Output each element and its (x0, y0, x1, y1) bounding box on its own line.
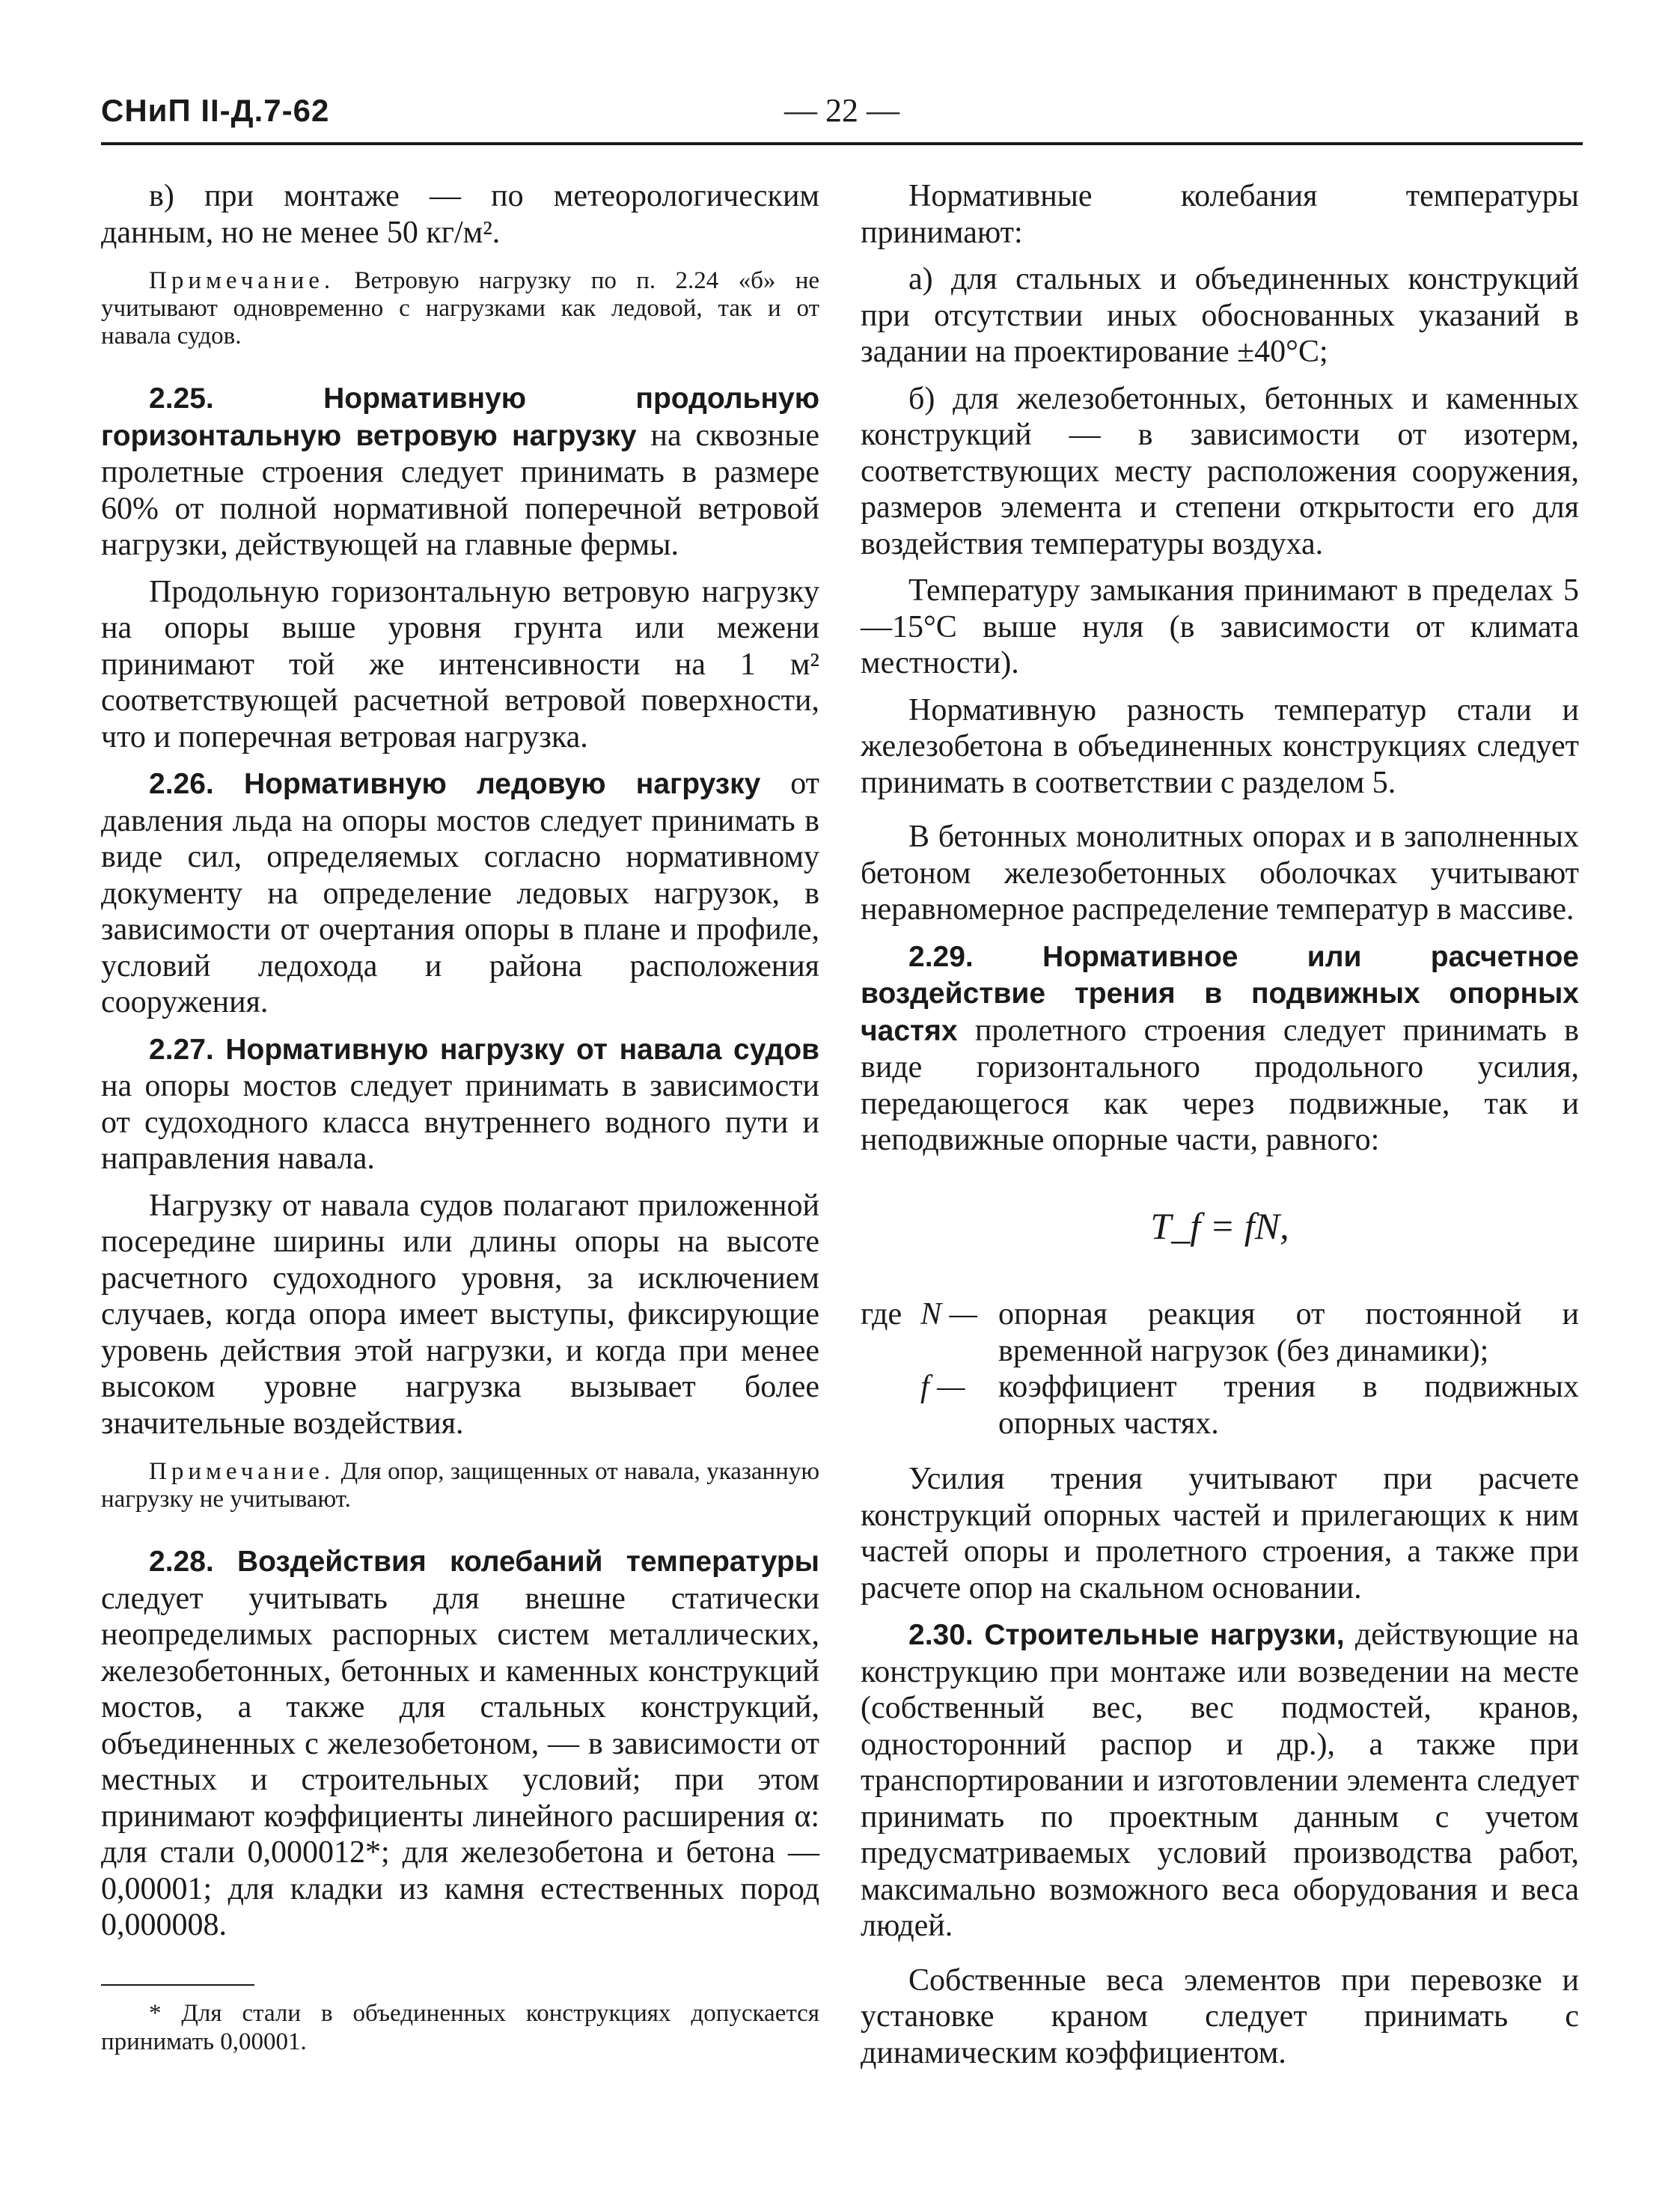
section-title: Нормативную ледовую нагрузку (243, 768, 761, 800)
paragraph: Нормативную разность температур стали и железобетона в объединенных конструкциях следует принимать в соответствии с разделом 5. (861, 692, 1579, 800)
legend-where: где (861, 1297, 902, 1332)
section-2-29: 2.29. Нормативное или расчетное воздействие трения в подвижных опорных частях пролетного строения следует принимать в виде горизонтального продольного усилия, передающегося как через подвижные, так и неподвижные опорные части, равного: (861, 940, 1579, 1157)
paragraph-item-b: б) для железобетонных, бетонных и каменных конструкций — в зависимости от изотерм, соответствующих месту расположения сооружения, размеров элемента и степени открытости его для воздействия температуры воздуха. (861, 381, 1579, 561)
legend-symbol: f — (920, 1370, 965, 1404)
note-text: Для опор, защищенных от навала, указанную нагрузку не учитывают. (101, 1458, 819, 1513)
note-ship-impact (101, 1458, 819, 1513)
paragraph-item-v: в) при монтаже — по метеорологическим данным, но не менее 50 кг/м². (101, 179, 819, 250)
paragraph: Собственные веса элементов при перевозке и установке краном следует принимать с динамическим коэффициентом. (861, 1963, 1579, 2070)
footnote-divider (101, 1984, 254, 1986)
note-text: Ветровую нагрузку по п. 2.24 «б» не учитывают одновременно с нагрузками как ледовой, так и от навала судов. (101, 267, 819, 350)
paragraph: Усилия трения учитывают при расчете конструкций опорных частей и прилегающих к ним частей опоры и пролетного строения, а также при расчете опор на скальном основании. (861, 1462, 1579, 1605)
section-2-25: 2.25. Нормативную продольную горизонтальную ветровую нагрузку на сквозные пролетные строения следует принимать в размере 60% от полной нормативной поперечной ветровой нагрузки, действующей на главные фермы. (101, 382, 819, 562)
note-wind (101, 267, 819, 350)
section-title: Воздействия колебаний температуры (236, 1546, 819, 1578)
page-number: — 22 — (784, 92, 899, 129)
section-2-26: 2.26. Нормативную ледовую нагрузку от давления льда на опоры мостов следует принимать в виде сил, определяемых согласно нормативному документу на определение ледовых нагрузок, в зависимости от очертания опоры в плане и профиле, условий ледохода и района расположения сооружения. (101, 766, 819, 1019)
legend-row-f (861, 1369, 1579, 1442)
paragraph: Продольную горизонтальную ветровую нагрузку на опоры выше уровня грунта или межени принимают той же интенсивности на 1 м² соответствующей расчетной ветровой поверхности, что и поперечная ветровая нагрузка. (101, 574, 819, 754)
formula-legend (861, 1296, 1579, 1442)
section-title: Нормативную нагрузку от навала судов (225, 1033, 819, 1066)
footnote: * Для стали в объединенных конструкциях допускается принимать 0,00001. (101, 1999, 819, 2055)
note-label: Примечание. (149, 1458, 335, 1485)
paragraph: Температуру замыкания принимают в пределах 5—15°С выше нуля (в зависимости от климата местности). (861, 573, 1579, 680)
section-title: Нормативное или расчетное воздействие трения в подвижных опорных частях (861, 940, 1579, 1047)
page-header (101, 88, 1583, 145)
paragraph: В бетонных монолитных опорах и в заполненных бетоном железобетонных оболочках учитывают неравномерное распределение температур в массиве. (861, 820, 1579, 927)
section-title: Строительные нагрузки, (984, 1619, 1345, 1651)
section-2-27: 2.27. Нормативную нагрузку от навала судов на опоры мостов следует принимать в зависимости от судоходного класса внутреннего водного пути и направления навала. (101, 1033, 819, 1176)
document-code: СНиП II-Д.7-62 (101, 93, 330, 128)
friction-formula: T_f = fN, (1150, 1204, 1289, 1247)
note-label: Примечание. (149, 267, 335, 294)
paragraph-item-a: а) для стальных и объединенных конструкций при отсутствии иных обоснованных указаний в задании на проектирование ±40°С; (861, 262, 1579, 369)
legend-text: опорная реакция от постоянной и временной нагрузок (без динамики); (998, 1297, 1579, 1368)
section-2-30: 2.30. Строительные нагрузки, действующие на конструкцию при монтаже или возведении на месте (собственный вес, вес подмостей, кранов, односторонний распор и др.), а также при транспортировании и изготовлении элемента следует принимать по проектным данным с учетом предусматриваемых условий производства работ, максимально возможного веса оборудования и веса людей. (861, 1617, 1579, 1943)
legend-row-n (861, 1296, 1579, 1369)
left-column (101, 178, 819, 2056)
legend-text: коэффициент трения в подвижных опорных частях. (998, 1370, 1579, 1441)
right-column (861, 178, 1579, 2082)
paragraph: Нагрузку от навала судов полагают приложенной посередине ширины или длины опоры на высоте расчетного судоходного уровня, за исключением случаев, когда опора имеет выступы, фиксирующие уровень действия этой нагрузки, и когда при менее высоком уровне нагрузка вызывает более значительные воздействия. (101, 1188, 819, 1441)
section-title: Нормативную продольную горизонтальную ветровую нагрузку (101, 382, 819, 452)
legend-symbol: N — (920, 1297, 977, 1332)
section-2-28: 2.28. Воздействия колебаний температуры следует учитывать для внешне статически неопределимых распорных систем металлических, железобетонных, бетонных и каменных конструкций мостов, а также для стальных конструкций, объединенных с железобетоном, — в зависимости от местных и строительных условий; при этом принимают коэффициенты линейного расширения α: для стали 0,000012*; для железобетона и бетона — 0,00001; для кладки из камня естественных пород 0,000008. (101, 1546, 819, 1942)
paragraph: Нормативные колебания температуры принимают: (861, 179, 1579, 250)
